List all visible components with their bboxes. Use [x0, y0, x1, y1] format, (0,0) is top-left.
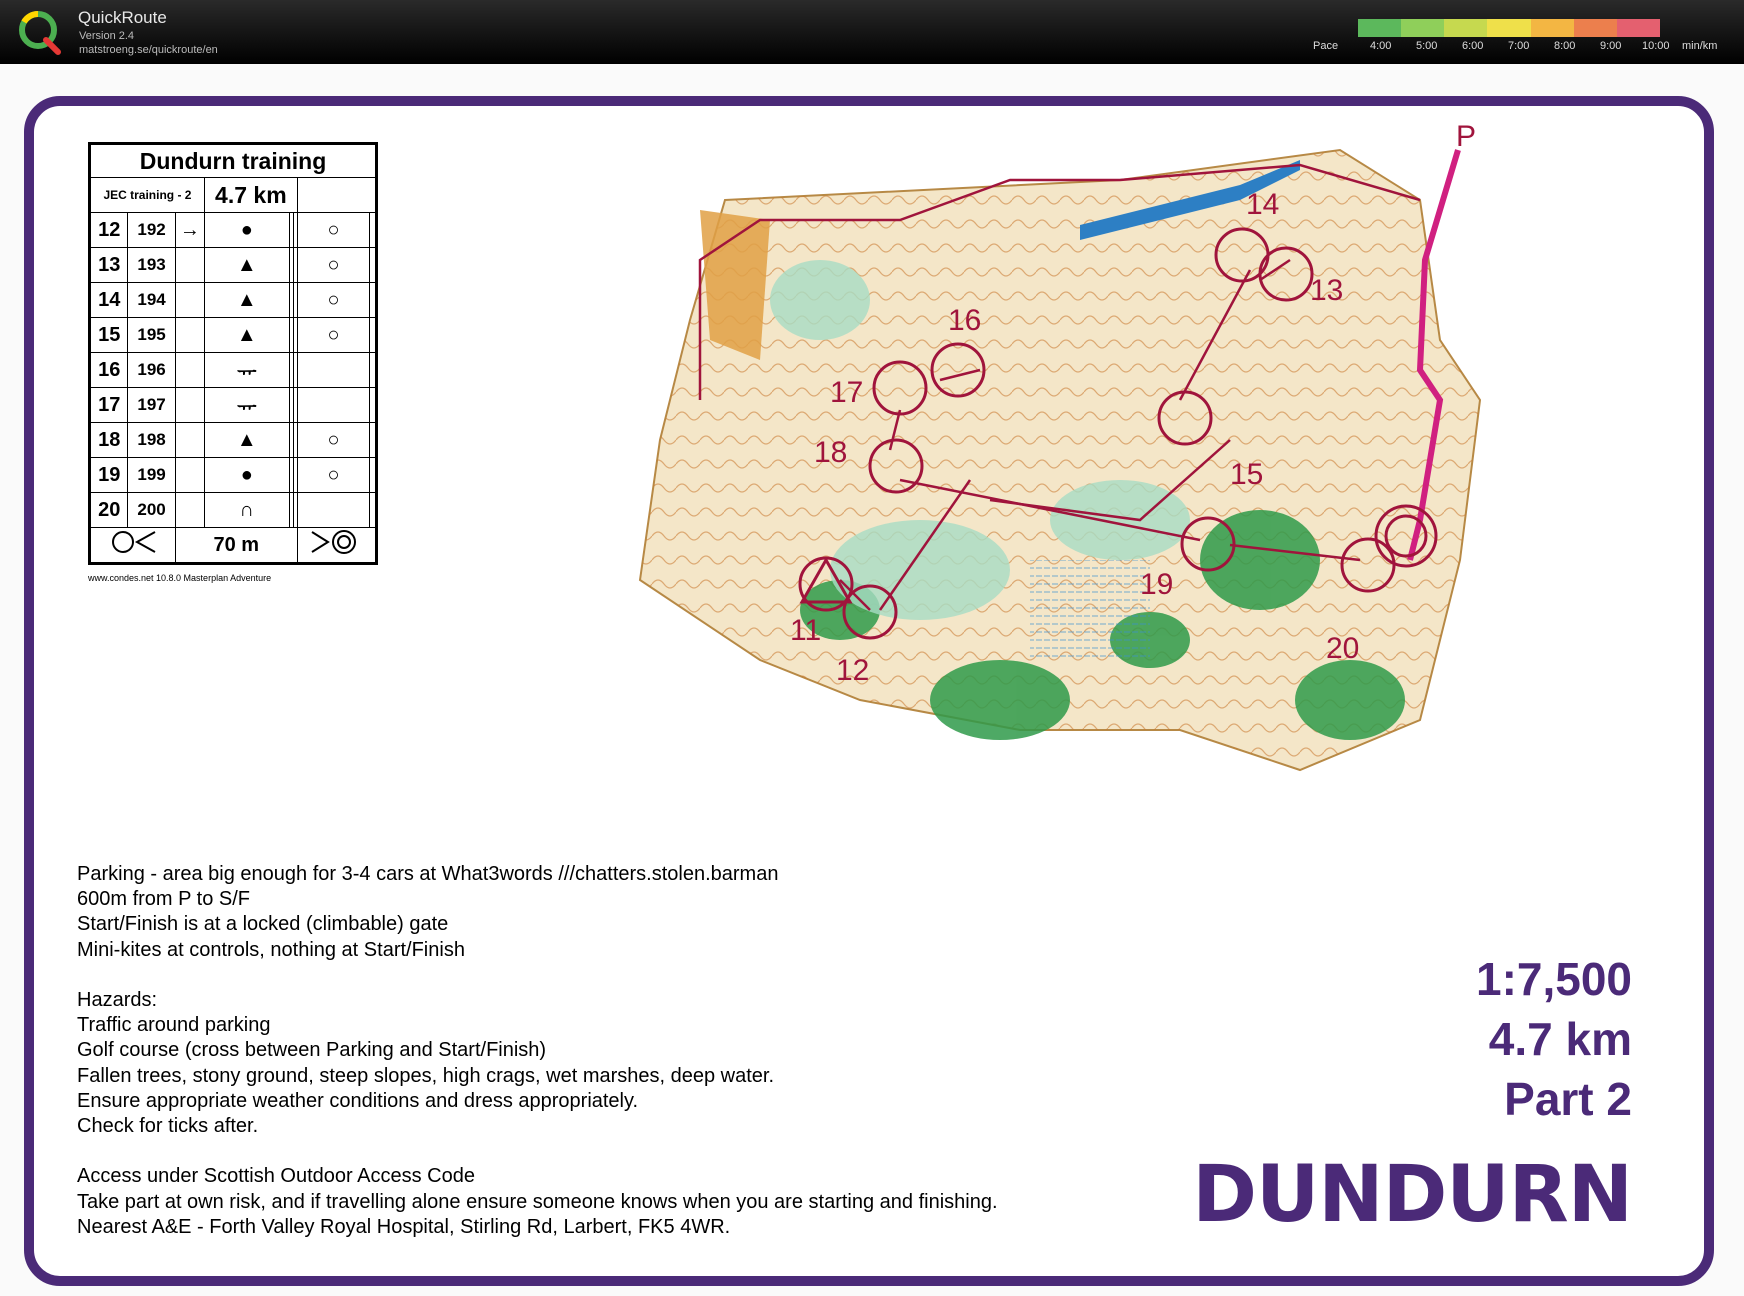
pace-tick: 10:00	[1642, 40, 1670, 52]
control-number: 19	[91, 458, 128, 493]
course-title: Dundurn training	[91, 145, 376, 178]
pace-tick: 9:00	[1600, 40, 1622, 52]
map-distance: 4.7 km	[1488, 1013, 1632, 1065]
feature-symbol: ●	[204, 458, 289, 493]
feature-symbol: ᅲ	[204, 388, 289, 423]
control-row	[91, 318, 376, 353]
note-line: Access under Scottish Outdoor Access Code	[77, 1165, 475, 1188]
control-description-sheet	[88, 142, 378, 565]
finish-symbol	[297, 528, 375, 563]
pace-color-segment	[1574, 19, 1617, 37]
note-line: 600m from P to S/F	[77, 888, 251, 911]
control-label-13: 13	[1310, 274, 1344, 307]
control-label-14: 14	[1246, 188, 1280, 221]
control-number: 18	[91, 423, 128, 458]
pace-color-segment	[1531, 19, 1574, 37]
pace-unit: min/km	[1682, 40, 1718, 52]
control-label-12: 12	[836, 654, 870, 687]
location-symbol: ○	[297, 423, 370, 458]
direction-symbol: →	[175, 213, 204, 248]
feature-symbol: ▲	[204, 283, 289, 318]
control-row	[91, 283, 376, 318]
start-circle-icon	[103, 529, 163, 555]
control-number: 15	[91, 318, 128, 353]
other-cell	[370, 423, 376, 458]
note-line	[77, 1139, 998, 1164]
control-row	[91, 353, 376, 388]
direction-symbol	[175, 423, 204, 458]
note-line: Start/Finish is at a locked (climbable) gate	[77, 913, 449, 936]
app-url: matstroeng.se/quickroute/en	[79, 44, 218, 56]
feature-symbol: ▲	[204, 423, 289, 458]
feature-symbol: ●	[204, 213, 289, 248]
course-length: 4.7 km	[204, 178, 297, 213]
control-label-17: 17	[830, 376, 864, 409]
note-line	[77, 963, 998, 988]
control-row	[91, 213, 376, 248]
pace-tick: 4:00	[1370, 40, 1392, 52]
map-part: Part 2	[1504, 1073, 1632, 1125]
feature-symbol: ∩	[204, 493, 289, 528]
location-symbol: ○	[297, 248, 370, 283]
pace-label: Pace	[1313, 40, 1339, 52]
note-line: Check for ticks after.	[77, 1115, 259, 1138]
control-number: 16	[91, 353, 128, 388]
control-code: 192	[128, 213, 175, 248]
direction-symbol	[175, 283, 204, 318]
finish-distance: 70 m	[175, 528, 297, 563]
location-symbol	[297, 388, 370, 423]
open-land	[700, 210, 770, 360]
location-symbol: ○	[297, 213, 370, 248]
control-row	[91, 493, 376, 528]
note-line: Traffic around parking	[77, 1014, 271, 1037]
direction-symbol	[175, 248, 204, 283]
control-code: 199	[128, 458, 175, 493]
location-symbol	[297, 353, 370, 388]
control-code: 197	[128, 388, 175, 423]
control-code: 200	[128, 493, 175, 528]
control-row	[91, 248, 376, 283]
map-scale: 1:7,500	[1475, 953, 1632, 1005]
control-label-18: 18	[814, 436, 848, 469]
finish-start-symbol	[91, 528, 176, 563]
control-label-19: 19	[1140, 568, 1174, 601]
feature-symbol: ᅲ	[204, 353, 289, 388]
pace-tick: 7:00	[1508, 40, 1530, 52]
note-line: Ensure appropriate weather conditions and dress appropriately.	[77, 1089, 639, 1112]
control-number: 17	[91, 388, 128, 423]
orienteering-map	[700, 120, 1660, 860]
control-label-16: 16	[948, 304, 982, 337]
pace-tick: 5:00	[1416, 40, 1438, 52]
control-code: 194	[128, 283, 175, 318]
direction-symbol	[175, 493, 204, 528]
location-symbol: ○	[297, 318, 370, 353]
control-number: 12	[91, 213, 128, 248]
note-line: Take part at own risk, and if travelling alone ensure someone knows when you are starting and finishing.	[77, 1190, 998, 1213]
finish-circle-icon	[306, 529, 366, 555]
other-cell	[370, 388, 376, 423]
location-symbol: ○	[297, 458, 370, 493]
location-symbol: ○	[297, 283, 370, 318]
other-cell	[370, 458, 376, 493]
control-label-20: 20	[1326, 632, 1360, 665]
control-row	[91, 423, 376, 458]
other-cell	[370, 353, 376, 388]
control-label-15: 15	[1230, 458, 1264, 491]
control-number: 14	[91, 283, 128, 318]
pace-color-scale	[1358, 19, 1660, 37]
location-symbol	[297, 493, 370, 528]
course-notes	[77, 862, 998, 1240]
note-line: Golf course (cross between Parking and Start/Finish)	[77, 1039, 547, 1062]
note-line: Fallen trees, stony ground, steep slopes, high crags, wet marshes, deep water.	[77, 1064, 775, 1087]
control-number: 13	[91, 248, 128, 283]
direction-symbol	[175, 458, 204, 493]
control-description-footer: www.condes.net 10.8.0 Masterplan Adventure	[88, 573, 272, 583]
other-cell	[370, 283, 376, 318]
feature-symbol: ▲	[204, 248, 289, 283]
quickroute-logo-icon	[16, 8, 64, 56]
app-version: Version 2.4	[79, 30, 135, 42]
pace-color-segment	[1401, 19, 1444, 37]
quickroute-header	[0, 0, 1744, 64]
control-code: 195	[128, 318, 175, 353]
pace-tick: 8:00	[1554, 40, 1576, 52]
direction-symbol	[175, 353, 204, 388]
note-line: Mini-kites at controls, nothing at Start/Finish	[77, 938, 465, 961]
other-cell	[370, 493, 376, 528]
feature-symbol: ▲	[204, 318, 289, 353]
note-line: Hazards:	[77, 989, 158, 1012]
direction-symbol	[175, 388, 204, 423]
parking-label: P	[1456, 120, 1477, 153]
note-line: Parking - area big enough for 3-4 cars at What3words ///chatters.stolen.barman	[77, 863, 779, 885]
pace-color-segment	[1444, 19, 1487, 37]
pace-color-segment	[1358, 19, 1401, 37]
control-code: 198	[128, 423, 175, 458]
event-name: JEC training - 2	[91, 178, 205, 213]
pace-color-segment	[1617, 19, 1660, 37]
other-cell	[370, 318, 376, 353]
note-line: Nearest A&E - Forth Valley Royal Hospital, Stirling Rd, Larbert, FK5 4WR.	[77, 1215, 731, 1238]
other-cell	[370, 248, 376, 283]
control-row	[91, 458, 376, 493]
app-title: QuickRoute	[78, 8, 167, 27]
pace-color-segment	[1487, 19, 1530, 37]
control-code: 193	[128, 248, 175, 283]
other-cell	[370, 213, 376, 248]
control-row	[91, 388, 376, 423]
area-name: DUNDURN	[1192, 1150, 1632, 1240]
control-code: 196	[128, 353, 175, 388]
direction-symbol	[175, 318, 204, 353]
pace-tick: 6:00	[1462, 40, 1484, 52]
control-number: 20	[91, 493, 128, 528]
control-label-11: 11	[790, 614, 822, 647]
